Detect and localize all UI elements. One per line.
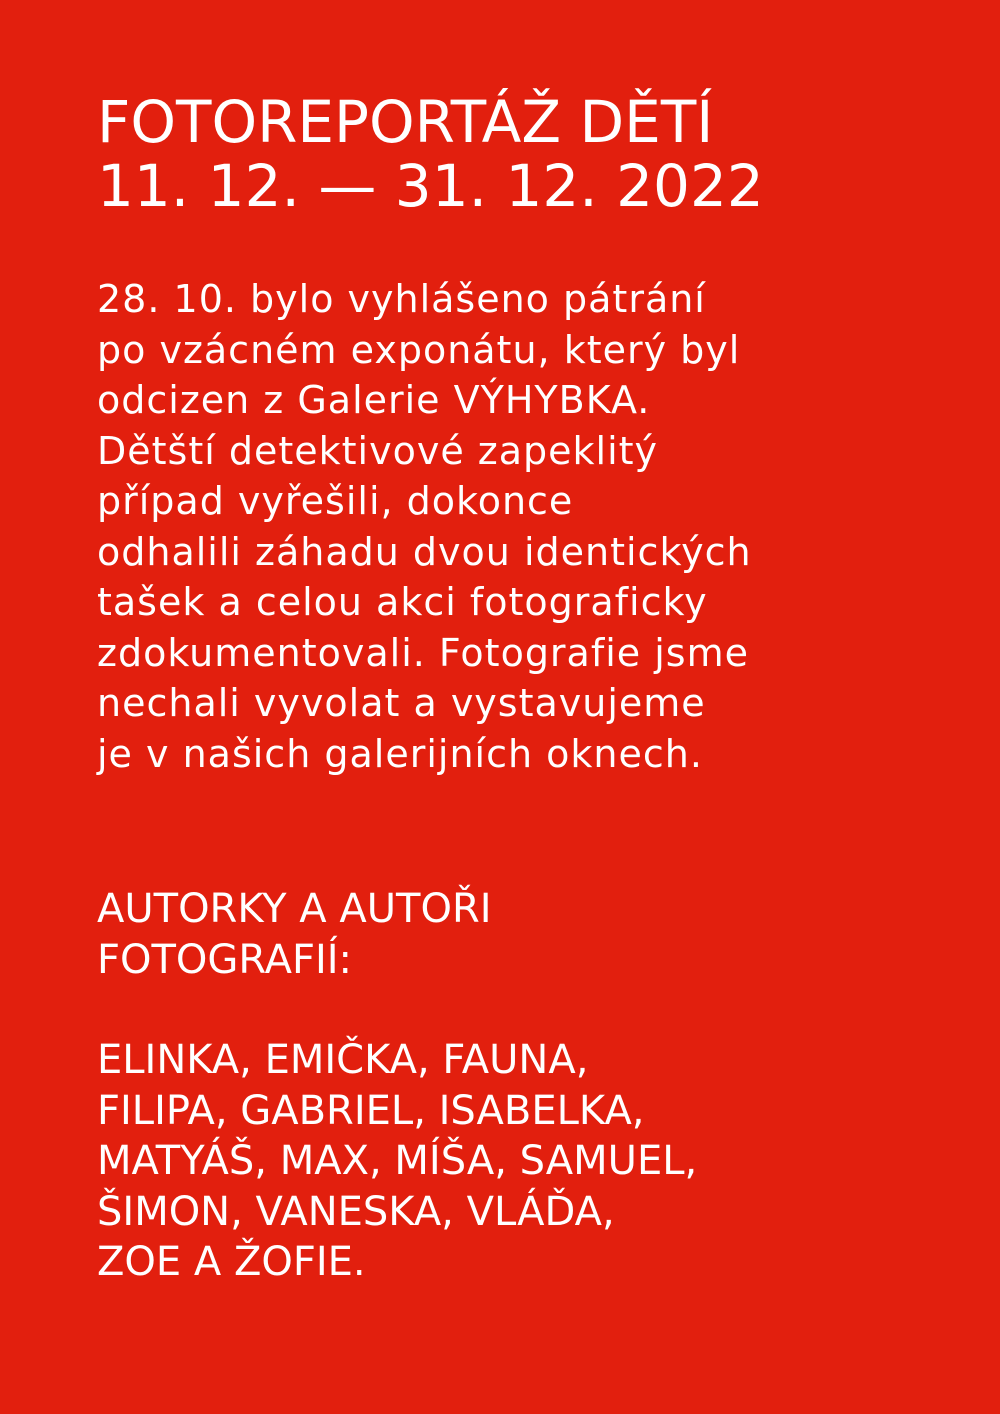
description-line: po vzácném exponátu, který byl: [97, 327, 741, 372]
description-line: tašek a celou akci fotograficky: [97, 580, 708, 624]
description-line: odcizen z Galerie VÝHYBKA.: [97, 378, 651, 422]
authors-names-line: ŠIMON, VANESKA, VLÁĎA,: [97, 1188, 615, 1235]
description-line: je v našich galerijních oknech.: [97, 731, 703, 776]
authors-names-line: MATYÁŠ, MAX, MÍŠA, SAMUEL,: [97, 1138, 698, 1184]
title-date-range: 11. 12. — 31. 12. 2022: [97, 152, 764, 220]
authors-names-line: ELINKA, EMIČKA, FAUNA,: [97, 1037, 589, 1083]
description-line: zdokumentovali. Fotografie jsme: [97, 630, 749, 675]
title-line-1: FOTOREPORTÁŽ DĚTÍ: [97, 88, 714, 156]
description-paragraph: [97, 274, 957, 779]
authors-heading-line: FOTOGRAFIÍ:: [97, 936, 353, 983]
authors-names-line: ZOE A ŽOFIE.: [97, 1239, 366, 1285]
authors-section: [97, 884, 957, 1288]
authors-names: [97, 1035, 957, 1288]
authors-heading: [97, 884, 957, 985]
description-line: 28. 10. bylo vyhlášeno pátrání: [97, 277, 706, 321]
description-line: nechali vyvolat a vystavujeme: [97, 681, 706, 725]
authors-names-line: FILIPA, GABRIEL, ISABELKA,: [97, 1087, 645, 1134]
poster: [97, 90, 957, 1288]
description-line: Dětští detektivové zapeklitý: [97, 428, 659, 473]
description-line: odhalili záhadu dvou identických: [97, 529, 752, 574]
poster-title: [97, 90, 957, 218]
authors-heading-line: AUTORKY A AUTOŘI: [97, 886, 492, 932]
description-line: případ vyřešili, dokonce: [97, 479, 574, 523]
